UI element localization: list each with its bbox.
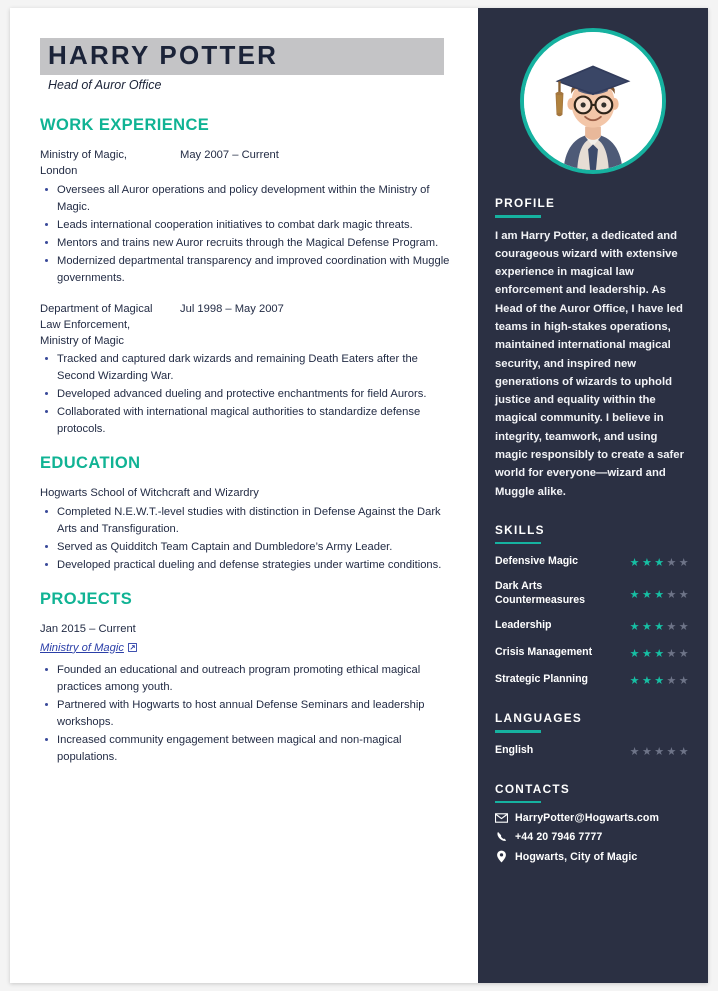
project-link[interactable] <box>40 642 137 654</box>
list-item: Developed practical dueling and defense strategies under wartime conditions. <box>40 557 452 574</box>
resume-page <box>10 8 708 983</box>
work-entry-location: London <box>40 165 78 178</box>
skills-list <box>495 553 691 689</box>
work-entry <box>40 301 452 439</box>
list-item: Collaborated with international magical authorities to standardize defense protocols. <box>40 404 452 438</box>
skill-row-label: Dark Arts Countermeasures <box>495 580 586 607</box>
list-item: Founded an educational and outreach program promoting ethical magical practices among youth. <box>40 662 452 696</box>
contact-row[interactable] <box>495 812 691 824</box>
work-entry-header <box>40 147 452 163</box>
graduate-avatar-photo <box>524 32 662 170</box>
star-rating: ★★★★★ <box>629 557 691 570</box>
sidebar-heading-contacts: CONTACTS <box>495 781 571 796</box>
project-link-label: Ministry of Magic <box>40 641 124 654</box>
skill-row-label: Crisis Management <box>495 646 593 659</box>
work-entry-employer: Ministry of Magic <box>40 335 124 348</box>
work-entry-department: Law Enforcement, <box>40 318 131 331</box>
section-heading-education: EDUCATION <box>40 454 141 473</box>
star-rating: ★★★★★ <box>629 621 691 634</box>
skill-row <box>495 553 691 571</box>
star-rating: ★★★★★ <box>629 675 691 688</box>
skill-row-label: Defensive Magic <box>495 555 579 568</box>
work-entry-organization: Ministry of Magic, <box>40 149 128 162</box>
external-link-icon <box>128 643 137 652</box>
location-pin-icon <box>495 850 508 863</box>
name-banner <box>40 38 444 75</box>
list-item: Increased community engagement between magical and non-magical populations. <box>40 732 452 766</box>
list-item: Developed advanced dueling and protective enchantments for field Aurors. <box>40 386 452 403</box>
sidebar-heading-languages: LANGUAGES <box>495 711 583 726</box>
skill-row <box>495 617 691 635</box>
envelope-icon <box>495 813 508 823</box>
heading-underline <box>495 801 541 804</box>
star-rating: ★★★★★ <box>629 648 691 661</box>
phone-icon <box>495 831 508 843</box>
list-item: Completed N.E.W.T.-level studies with distinction in Defense Against the Dark Arts and Transfiguration. <box>40 504 452 538</box>
work-entry-dates: May 2007 – Current <box>180 149 279 162</box>
contacts-list <box>495 812 691 863</box>
language-row-label: English <box>495 743 534 756</box>
list-item: Mentors and trains new Auror recruits through the Magical Defense Program. <box>40 235 452 252</box>
list-item: Oversees all Auror operations and policy development within the Ministry of Magic. <box>40 182 452 216</box>
work-entry-organization: Department of Magical <box>40 302 153 315</box>
heading-underline <box>495 730 541 733</box>
section-heading-work-experience: WORK EXPERIENCE <box>40 116 210 135</box>
resume-main-column <box>10 8 478 983</box>
contact-value: +44 20 7946 7777 <box>515 831 603 844</box>
list-item: Leads international cooperation initiatives to combat dark magic threats. <box>40 217 452 234</box>
profile-text: I am Harry Potter, a dedicated and courageous wizard with extensive experience in magical law enforcement and leadership. As Head of the Auror Office, I have led teams in high-stakes operations, maintained international magical security, and inspired new generations of wizards to uphold justice and equality within the magical community. I believe in integrity, teamwork, and using magic responsibly to create a safer world for everyone—wizard and Muggle alike. <box>495 229 684 498</box>
skill-row <box>495 644 691 662</box>
page-title: HARRY POTTER <box>48 40 279 70</box>
language-row <box>495 742 691 760</box>
work-entry-header <box>40 301 452 317</box>
contact-row[interactable] <box>495 831 691 843</box>
work-entry <box>40 147 452 287</box>
work-entry-bullets <box>40 351 452 438</box>
job-title: Head of Auror Office <box>48 78 162 93</box>
heading-underline <box>495 542 541 545</box>
work-entry-dates: Jul 1998 – May 2007 <box>180 302 284 315</box>
star-rating: ★★★★★ <box>629 589 691 602</box>
list-item: Modernized departmental transparency and improved coordination with Muggle governments. <box>40 253 452 287</box>
skill-row <box>495 580 691 608</box>
project-dates: Jan 2015 – Current <box>40 622 136 635</box>
list-item: Tracked and captured dark wizards and remaining Death Eaters after the Second Wizarding War. <box>40 351 452 385</box>
star-rating: ★★★★★ <box>629 745 691 758</box>
heading-underline <box>495 215 541 218</box>
resume-sidebar <box>478 8 708 983</box>
languages-list <box>495 742 691 760</box>
skill-row-label: Strategic Planning <box>495 673 589 686</box>
skill-row <box>495 671 691 689</box>
contact-row[interactable] <box>495 850 691 863</box>
sidebar-heading-profile: PROFILE <box>495 196 556 210</box>
project-bullets <box>40 662 452 766</box>
education-school: Hogwarts School of Witchcraft and Wizardry <box>40 487 259 500</box>
education-entry <box>40 485 452 573</box>
education-bullets <box>40 504 452 574</box>
work-entry-bullets <box>40 182 452 287</box>
sidebar-heading-skills: SKILLS <box>495 522 545 537</box>
avatar <box>520 28 666 174</box>
contact-value: Hogwarts, City of Magic <box>515 850 638 863</box>
skill-row-label: Leadership <box>495 619 552 632</box>
list-item: Served as Quidditch Team Captain and Dumbledore’s Army Leader. <box>40 539 452 556</box>
contact-value: HarryPotter@Hogwarts.com <box>515 812 660 825</box>
list-item: Partnered with Hogwarts to host annual Defense Seminars and leadership workshops. <box>40 697 452 731</box>
section-heading-projects: PROJECTS <box>40 589 133 608</box>
project-entry <box>40 621 452 766</box>
